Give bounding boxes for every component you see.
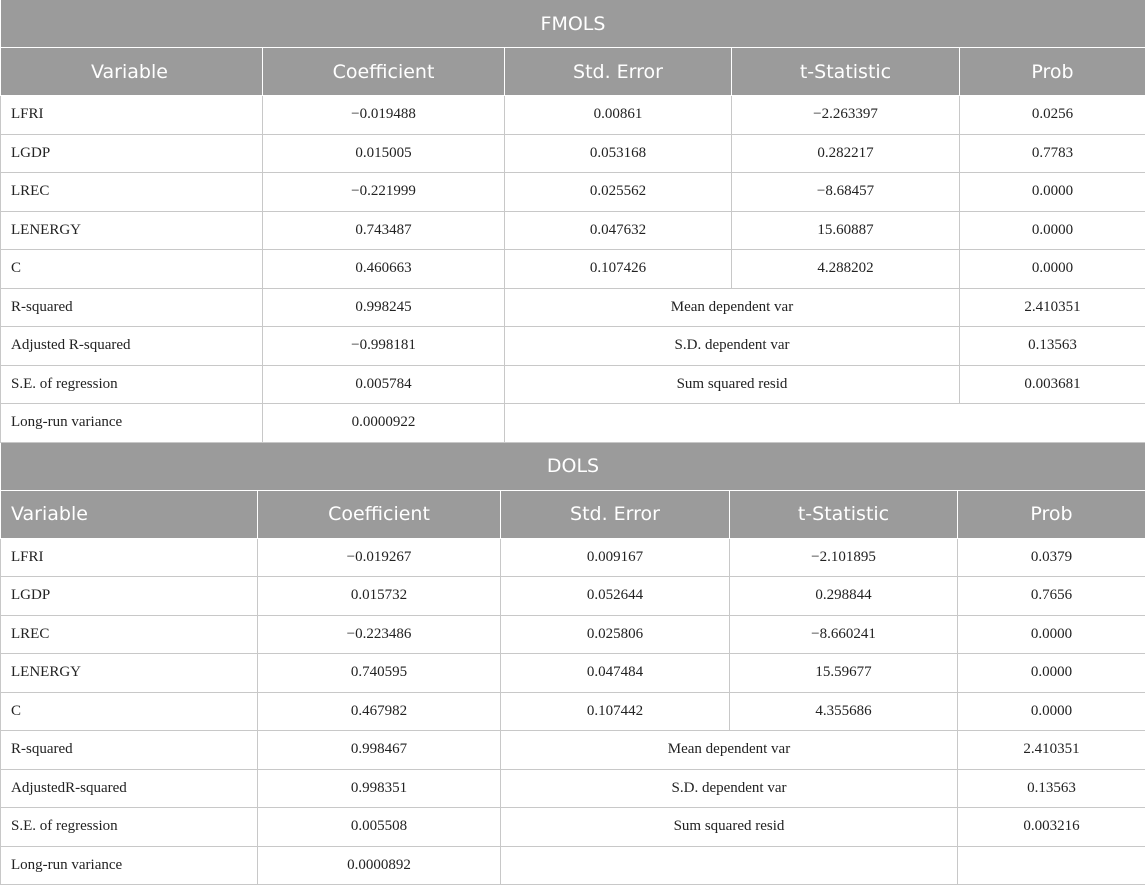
summary-stat-value-cell: 0.003681 — [960, 365, 1145, 404]
summary-stat-label-cell: Sum squared resid — [505, 365, 960, 404]
std-error-cell: 0.053168 — [505, 134, 732, 173]
column-header-prob: Prob — [960, 48, 1145, 96]
table-row — [1, 173, 1145, 212]
table-row — [1, 134, 1145, 173]
coefficient-cell: −0.019488 — [263, 96, 505, 135]
stat-row — [1, 731, 1145, 770]
variable-cell: LENERGY — [1, 654, 258, 693]
std-error-cell: 0.047632 — [505, 211, 732, 250]
variable-cell: LFRI — [1, 538, 258, 577]
summary-stat-label-cell: Mean dependent var — [501, 731, 958, 770]
t-statistic-cell: −2.263397 — [732, 96, 960, 135]
std-error-cell: 0.107426 — [505, 250, 732, 289]
dols-header-row — [1, 490, 1145, 538]
column-header-variable: Variable — [1, 48, 263, 96]
fmols-title: FMOLS — [1, 0, 1145, 48]
prob-cell: 0.0000 — [960, 250, 1145, 289]
summary-stat-label-cell: S.D. dependent var — [505, 327, 960, 366]
std-error-cell: 0.052644 — [501, 577, 730, 616]
long-run-value-cell: 0.0000922 — [263, 404, 505, 443]
prob-cell: 0.0000 — [958, 615, 1145, 654]
variable-cell: C — [1, 692, 258, 731]
stat-value-cell: 0.998467 — [258, 731, 501, 770]
coefficient-cell: −0.223486 — [258, 615, 501, 654]
stat-value-cell: 0.998245 — [263, 288, 505, 327]
fmols-header-row — [1, 48, 1145, 96]
variable-cell: LGDP — [1, 134, 263, 173]
prob-cell: 0.7783 — [960, 134, 1145, 173]
summary-stat-label-cell: Sum squared resid — [501, 808, 958, 847]
t-statistic-cell: 0.298844 — [730, 577, 958, 616]
stat-row — [1, 808, 1145, 847]
prob-cell: 0.0000 — [958, 692, 1145, 731]
t-statistic-cell: 4.288202 — [732, 250, 960, 289]
variable-cell: LFRI — [1, 96, 263, 135]
t-statistic-cell: −8.68457 — [732, 173, 960, 212]
long-run-value-cell: 0.0000892 — [258, 846, 501, 885]
std-error-cell: 0.047484 — [501, 654, 730, 693]
variable-cell: LENERGY — [1, 211, 263, 250]
coefficient-cell: 0.467982 — [258, 692, 501, 731]
table-row — [1, 211, 1145, 250]
stat-label-cell: S.E. of regression — [1, 365, 263, 404]
table-row — [1, 538, 1145, 577]
std-error-cell: 0.025806 — [501, 615, 730, 654]
stat-label-cell: R-squared — [1, 731, 258, 770]
long-run-label-cell: Long-run variance — [1, 846, 258, 885]
t-statistic-cell: −8.660241 — [730, 615, 958, 654]
column-header-std-error: Std. Error — [505, 48, 732, 96]
prob-cell: 0.0379 — [958, 538, 1145, 577]
t-statistic-cell: 4.355686 — [730, 692, 958, 731]
column-header-coefficient: Coefficient — [263, 48, 505, 96]
fmols-title-row — [1, 0, 1145, 48]
table-row — [1, 96, 1145, 135]
stat-label-cell: AdjustedR-squared — [1, 769, 258, 808]
dols-title-row — [1, 443, 1145, 491]
summary-stat-value-cell: 0.003216 — [958, 808, 1145, 847]
stat-label-cell: Adjusted R-squared — [1, 327, 263, 366]
coefficient-cell: 0.015732 — [258, 577, 501, 616]
prob-cell: 0.0000 — [960, 173, 1145, 212]
column-header-variable: Variable — [1, 490, 258, 538]
variable-cell: LREC — [1, 173, 263, 212]
long-run-row — [1, 846, 1145, 885]
variable-cell: LGDP — [1, 577, 258, 616]
t-statistic-cell: 15.60887 — [732, 211, 960, 250]
empty-cell — [958, 846, 1145, 885]
summary-stat-value-cell: 0.13563 — [960, 327, 1145, 366]
empty-cell — [505, 404, 1145, 443]
table-row — [1, 250, 1145, 289]
stat-value-cell: 0.005508 — [258, 808, 501, 847]
dols-table — [0, 443, 1145, 885]
empty-cell — [501, 846, 958, 885]
coefficient-cell: 0.460663 — [263, 250, 505, 289]
long-run-row — [1, 404, 1145, 443]
prob-cell: 0.0000 — [960, 211, 1145, 250]
coefficient-cell: −0.019267 — [258, 538, 501, 577]
std-error-cell: 0.00861 — [505, 96, 732, 135]
stat-value-cell: −0.998181 — [263, 327, 505, 366]
column-header-coefficient: Coefficient — [258, 490, 501, 538]
std-error-cell: 0.107442 — [501, 692, 730, 731]
column-header-t-statistic: t-Statistic — [730, 490, 958, 538]
stat-value-cell: 0.998351 — [258, 769, 501, 808]
stat-value-cell: 0.005784 — [263, 365, 505, 404]
table-row — [1, 577, 1145, 616]
summary-stat-value-cell: 0.13563 — [958, 769, 1145, 808]
stat-label-cell: S.E. of regression — [1, 808, 258, 847]
prob-cell: 0.0000 — [958, 654, 1145, 693]
prob-cell: 0.7656 — [958, 577, 1145, 616]
stat-row — [1, 769, 1145, 808]
variable-cell: LREC — [1, 615, 258, 654]
t-statistic-cell: 0.282217 — [732, 134, 960, 173]
t-statistic-cell: 15.59677 — [730, 654, 958, 693]
coefficient-cell: 0.740595 — [258, 654, 501, 693]
stat-label-cell: R-squared — [1, 288, 263, 327]
summary-stat-label-cell: S.D. dependent var — [501, 769, 958, 808]
column-header-prob: Prob — [958, 490, 1145, 538]
stat-row — [1, 327, 1145, 366]
table-row — [1, 654, 1145, 693]
stat-row — [1, 365, 1145, 404]
std-error-cell: 0.025562 — [505, 173, 732, 212]
std-error-cell: 0.009167 — [501, 538, 730, 577]
dols-title: DOLS — [1, 443, 1145, 491]
long-run-label-cell: Long-run variance — [1, 404, 263, 443]
coefficient-cell: 0.015005 — [263, 134, 505, 173]
t-statistic-cell: −2.101895 — [730, 538, 958, 577]
stat-row — [1, 288, 1145, 327]
coefficient-cell: −0.221999 — [263, 173, 505, 212]
summary-stat-value-cell: 2.410351 — [958, 731, 1145, 770]
prob-cell: 0.0256 — [960, 96, 1145, 135]
summary-stat-label-cell: Mean dependent var — [505, 288, 960, 327]
summary-stat-value-cell: 2.410351 — [960, 288, 1145, 327]
variable-cell: C — [1, 250, 263, 289]
column-header-t-statistic: t-Statistic — [732, 48, 960, 96]
coefficient-cell: 0.743487 — [263, 211, 505, 250]
table-row — [1, 615, 1145, 654]
column-header-std-error: Std. Error — [501, 490, 730, 538]
table-row — [1, 692, 1145, 731]
